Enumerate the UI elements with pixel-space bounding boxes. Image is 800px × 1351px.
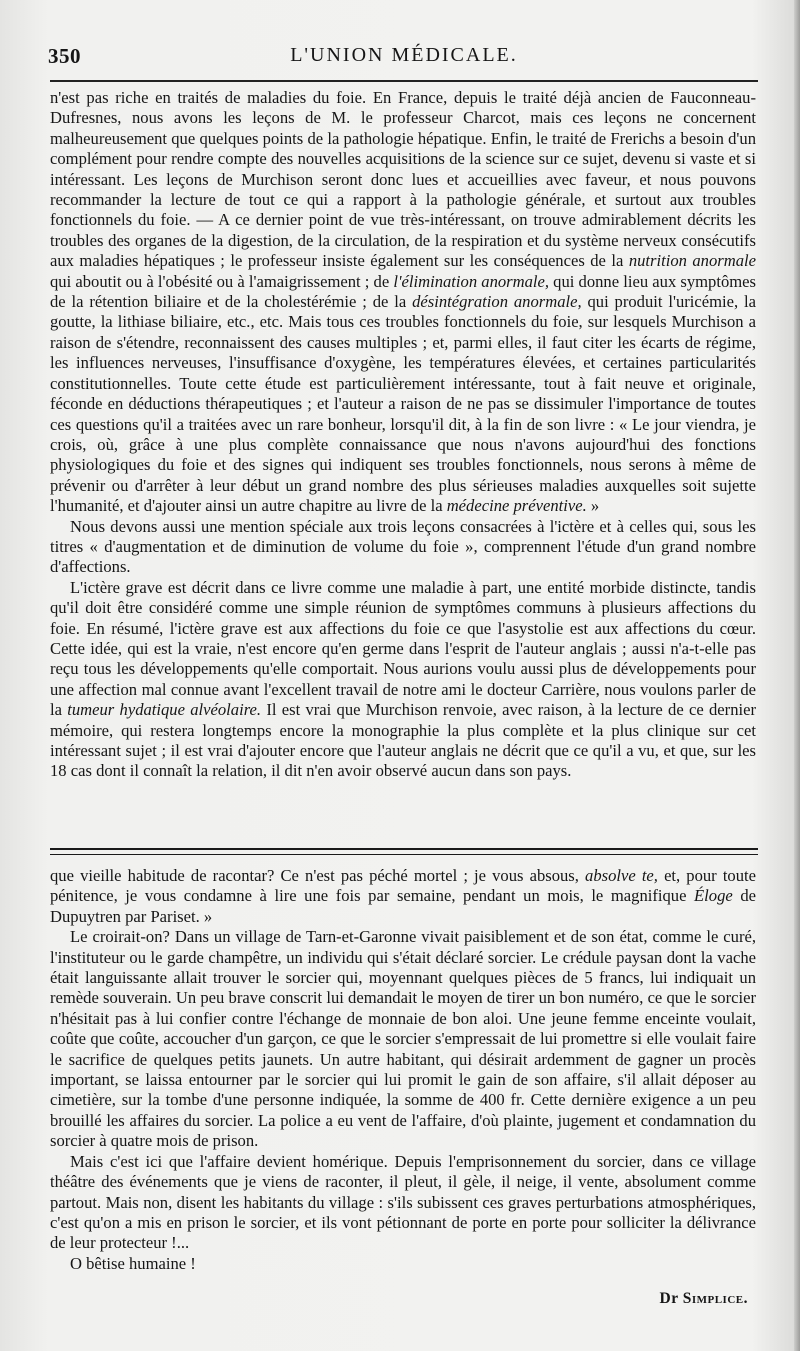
term-elimination: l'élimination anormale, [393, 271, 550, 291]
page-header [48, 42, 760, 74]
page-number: 350 [48, 44, 81, 68]
term-absolve-te: absolve te, [585, 866, 658, 885]
main-paragraph-3: L'ictère grave est décrit dans ce livre comme une maladie à part, une entité morbide distincte, tandis qu'il doit être considéré comme une simple réunion de symptômes communs à plusieurs affections du foie. En résumé, l'ictère grave est aux affections du foie ce que l'asystolie est aux affections du cœur. Cette idée, qui est la vraie, n'est encore qu'en germe dans l'esprit de l'auteur anglais ; aussi n'a-t-elle pas reçu tous les développements qu'elle comportait. Nous aurions voulu aussi plus de développements pour une affection mal connue avant l'excellent travail de notre ami le docteur Carrière, nous voulons parler de la tumeur hydatique alvéolaire. Il est vrai que Murchison renvoie, avec raison, à la lecture de ce dernier mémoire, qui restera longtemps encore la monographie la plus complète et la plus clinique sur cet intéressant sujet ; il est vrai d'ajouter encore que l'auteur anglais ne décrit que ce qu'il a vu, et que, sur les 18 cas dont il connaît la relation, il dit n'en avoir observé aucun dans son pays. [50, 577, 756, 781]
feuilleton-paragraph-3: Mais c'est ici que l'affaire devient homérique. Depuis l'emprisonnement du sorcier, dans ce village théâtre des événements que je viens de raconter, il pleut, il gèle, il neige, il vente, absolument comme partout. Mais non, disent les habitants du village : s'ils subissent ces graves perturbations atmosphériques, c'est qu'on a mis en prison le sorcier, et ils vont pétionnant de porte en porte pour solliciter la délivrance de leur protecteur !... [50, 1151, 756, 1253]
feuilleton-paragraph-1: que vieille habitude de racontar? Ce n'est pas péché mortel ; je vous absous, absolve te, et, pour toute pénitence, je vous condamne à lire une fois par semaine, pendant un mois, le magnifique Éloge de Dupuytren par Pariset. » [50, 866, 757, 926]
term-medecine-preventive: médecine préventive. [446, 496, 587, 516]
feuilleton-column [50, 866, 756, 1274]
term-eloge: Éloge [694, 886, 733, 906]
running-title: L'UNION MÉDICALE. [290, 44, 518, 66]
main-paragraph-1: n'est pas riche en traités de maladies du foie. En France, depuis le traité déjà ancien de Fauconneau-Dufresnes, nous avons les leçons de M. le professeur Charcot, mais ces leçons ne concernent malheureusement que quelques points de la pathologie hépatique. Enfin, le traité de Frerichs a besoin d'un complément pour rendre compte des nouvelles acquisitions de la science sur ce sujet, devenu si vaste et si intéressant. Les leçons de Murchison seront donc lues et accueillies avec faveur, et nous pouvons recommander la lecture de tout ce qui a rapport à la pathologie générale, et surtout aux troubles fonctionnels du foie. — A ce dernier point de vue très-intéressant, on trouve admirablement décrits les troubles des organes de la digestion, de la circulation, de la respiration et du système nerveux consécutifs aux maladies hépatiques ; le professeur insiste également sur les conséquences de la nutrition anormale qui aboutit ou à l'obésité ou à l'amaigrissement ; de l'élimination anormale, qui donne lieu aux symptômes de la rétention biliaire et de la cholestérémie ; de la désintégration anormale, qui produit l'uricémie, la goutte, la lithiase biliaire, etc., etc. Mais tous ces troubles fonctionnels du foie, sur lesquels Murchison a raison de s'étendre, reconnaissent des causes multiples ; et, parmi elles, il faut citer les écarts de régime, les influences nerveuses, l'insuffisance d'oxygène, les températures élevées, et certaines particularités constitutionnelles. Toute cette étude est particulièrement intéressante, tout à fait neuve et originale, féconde en déductions thérapeutiques ; et l'auteur a raison de ne pas se dissimuler l'importance de toutes ces questions qu'il a traitées avec un rare bonheur, lorsqu'il dit, à la fin de son livre : « Le jour viendra, je crois, où, grâce à une plus complète connaissance que nous n'avons aujourd'hui des fonctions physiologiques du foie et des signes qui indiquent ses troubles fonctionnels, nous serons à même de prévenir ou d'arrêter à leur début un grand nombre des plus sérieuses maladies auxquelles soit sujette l'humanité, et d'ajouter ainsi un autre chapitre au livre de la médecine préventive. » [50, 88, 756, 516]
feuilleton-paragraph-2: Le croirait-on? Dans un village de Tarn-et-Garonne vivait paisiblement et de son état, comme le curé, l'instituteur ou le garde champêtre, un individu qui s'était déclaré sorcier. Le crédule paysan dont la vache était languissante allait trouver le sorcier qui, moyennant quelques pièces de 5 francs, lui indiquait un remède souverain. Un peu brave conscrit lui demandait le moyen de tirer un bon numéro, ce que le sorcier n'hésitait pas à lui confier contre l'échange de monnaie de bon aloi. Une jeune femme enceinte voulait, coûte que coûte, accoucher d'un garçon, ce que le sorcier s'empressait de lui promettre si elle voulait faire le sacrifice de quelques petits jaunets. Un autre habitant, qui désirait ardemment de gagner un procès important, se laissa entourner par le sorcier qui lui promit le gain de son affaire, s'il allait déposer au cimetière, sur la tombe d'une personne indiquée, la somme de 400 fr. Cette dernière exigence a un peu brouillé les affaires du sorcier. La police a eu vent de l'affaire, d'où plainte, jugement et condamnation du sorcier à quatre mois de prison. [50, 927, 756, 1151]
signature-name: Simplice. [682, 1290, 748, 1307]
feuilleton-separator [50, 848, 758, 855]
header-rule [50, 80, 758, 82]
main-article [50, 88, 756, 782]
page-edge-shadow [794, 0, 800, 1351]
term-tumeur-hydatique: tumeur hydatique alvéolaire. [67, 700, 262, 720]
term-desintegration: désintégration anormale, [412, 292, 582, 312]
feuilleton-paragraph-4: O bêtise humaine ! [70, 1253, 196, 1273]
main-paragraph-2: Nous devons aussi une mention spéciale aux trois leçons consacrées à l'ictère et à celles qui, sous les titres « d'augmentation et de diminution de volume du foie », comprennent l'étude d'un grand nombre d'affections. [50, 516, 756, 577]
signature-title: Dr [659, 1290, 679, 1307]
term-nutrition: nutrition anormale [628, 251, 756, 271]
author-signature [660, 1290, 748, 1308]
